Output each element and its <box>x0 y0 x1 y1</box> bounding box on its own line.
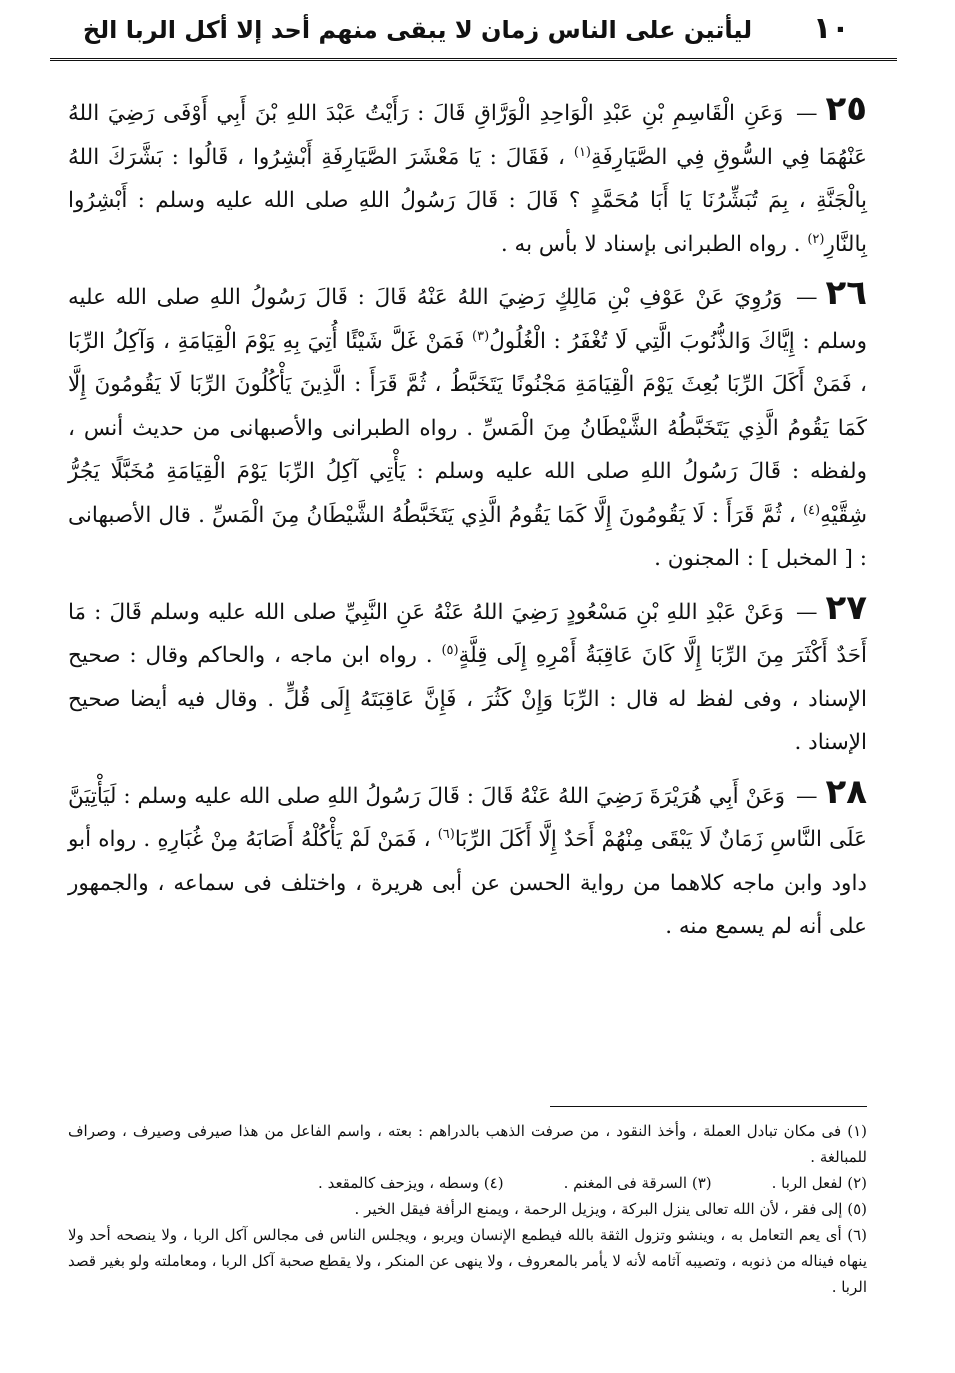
footnotes <box>68 1118 867 1300</box>
hadith-27 <box>68 587 867 765</box>
hadith-26 <box>68 272 867 581</box>
footnote-divider <box>550 1106 867 1107</box>
footnote-marker: (٥) <box>441 642 459 658</box>
footnote-3: (٣) السرقة فى المغنم . <box>563 1174 712 1192</box>
hadith-text: ، فَمَنْ لَمْ يَأْكُلْهُ أَصَابَهُ مِنْ غُبَارِهِ . رواه أبو داود وابن ماجه كلاهما من رواية الحسن عن أبى هريرة ، واختلف فى سماعه ، والجمهور على أنه لم يسمع منه . <box>68 827 867 939</box>
hadith-text: ، ثُمَّ قَرَأَ : لَا يَقُومُونَ إِلَّا كَمَا يَقُومُ الَّذِي يَتَخَبَّطُهُ الشَّيْطَانُ مِنَ الْمَسِّ . قال الأصبهانى : [ المخبل ] : المجنون . <box>68 502 867 571</box>
hadith-number: ٢٥ <box>825 89 867 129</box>
hadith-text: . رواه ابن ماجه ، والحاكم وقال : صحيح الإسناد ، وفى لفظ له قال : الرِّبَا وَإِنْ كَثُرَ ، فَإِنَّ عَاقِبَتَهُ إِلَى قُلٍّ . وقال فيه أيضا صحيح الإسناد . <box>68 643 867 755</box>
hadith-28 <box>68 771 867 949</box>
footnote-marker: (١) <box>573 144 591 160</box>
footnote-1: (١) فى مكان تبادل العملة ، وأخذ النقود ، من صرفت الذهب بالدراهم : بعته ، واسم الفاعل من هذا صيرفى وصيرف ، وصراف للمبالغة . <box>68 1122 867 1166</box>
dash: — <box>795 285 818 310</box>
running-title: ليأتين على الناس زمان لا يبقى منهم أحد إلا أكل الربا الخ <box>82 16 753 44</box>
hadith-25 <box>68 88 867 266</box>
page-number: ١٠ <box>813 10 850 46</box>
footnote-row <box>68 1170 867 1196</box>
hadith-text: . رواه الطبرانى بإسناد لا بأس به . <box>500 231 801 257</box>
hadith-text: وَعَنْ عَبْدِ اللهِ بْنِ مَسْعُودٍ رَضِيَ اللهُ عَنْهُ عَنِ النَّبِيِّ صلى الله عليه وسلم قَالَ : مَا أَحَدٌ أَكْثَرَ مِنَ الرِّبَا إِلَّا كَانَ عَاقِبَةُ أَمْرِهِ إِلَى قِلَّةٍ <box>68 599 867 668</box>
hadith-text: فَمَنْ غَلَّ شَيْئًا أُتِيَ بِهِ يَوْمَ الْقِيَامَةِ ، وَآكِلُ الرِّبَا ، فَمَنْ أَكَلَ الرِّبَا بُعِثَ يَوْمَ الْقِيَامَةِ مَجْنُونًا يَتَخَبَّطُ ، ثُمَّ قَرَأَ : الَّذِينَ يَأْكُلُونَ الرِّبَا لَا يَقُومُونَ إِلَّا كَمَا يَقُومُ الَّذِي يَتَخَبَّطُهُ الشَّيْطَانُ مِنَ الْمَسِّ . رواه الطبرانى والأصبهانى من حديث أنس ، ولفظه : قَالَ رَسُولُ اللهِ صلى الله عليه وسلم : يَأْتِي آكِلُ الرِّبَا يَوْمَ الْقِيَامَةِ مُخَبَّلًا يَجُرُّ شِقَّيْهِ <box>68 328 867 528</box>
footnote-6: (٦) أى يعم التعامل به ، وينشو وتزول الثقة بالله فيطمع الإنسان ويربو ، ويجلس الناس فى مجالس آكل الربا ، ولا ينصحه أحد ولا ينهاه فيناله من ذنوبه ، وتصيبه آثامه لأنه لا يأمر بالمعروف ، ولا ينهى عن المنكر ، ولا يقطع صحبة آكل الربا ، ومعاملته ولو بغير قصد الربا . <box>68 1226 867 1296</box>
footnote-marker: (٤) <box>802 502 821 518</box>
hadith-text: وَعَنِ الْقَاسِمِ بْنِ عَبْدِ الْوَاحِدِ الْوَرَّاقِ قَالَ : رَأَيْتُ عَبْدَ اللهِ بْنَ أَبِي أَوْفَى رَضِيَ اللهُ عَنْهُمَا فِي السُّوقِ فِي الصَّيَارِفَةِ <box>68 101 868 170</box>
hadith-text: ، فَقَالَ : يَا مَعْشَرَ الصَّيَارِفَةِ أَبْشِرُوا ، قَالُوا : بَشَّرَكَ اللهُ بِالْجَنَّةِ ، بِمَ تُبَشِّرُنَا يَا أَبَا مُحَمَّدٍ ؟ قَالَ : قَالَ رَسُولُ اللهِ صلى الله عليه وسلم : أَبْشِرُوا بِالنَّارِ <box>68 144 867 257</box>
main-text <box>68 88 867 955</box>
footnote-4: (٤) وسطه ، ويزحف كالمقعد . <box>318 1174 504 1192</box>
footnote-5: (٥) إلى فقر ، لأن الله تعالى ينزل البركة ، ويزيل الرحمة ، ويمنع الرأفة فيقل الخير . <box>354 1200 867 1218</box>
dash: — <box>795 783 818 809</box>
hadith-number: ٢٦ <box>825 273 867 313</box>
hadith-text: وَرُوِيَ عَنْ عَوْفِ بْنِ مَالِكٍ رَضِيَ اللهُ عَنْهُ قَالَ : قَالَ رَسُولُ اللهِ صلى الله عليه وسلم : إِيَّاكَ وَالذُّنُوبَ الَّتِي لَا تُغْفَرُ : الْغُلُولُ <box>68 285 867 354</box>
dash: — <box>795 599 818 625</box>
footnote-2: (٢) لفعل الربا . <box>771 1174 867 1192</box>
hadith-number: ٢٨ <box>825 771 867 812</box>
dash: — <box>795 101 818 126</box>
footnote-marker: (٢) <box>807 231 825 247</box>
footnote-marker: (٦) <box>437 826 455 842</box>
footnote-marker: (٣) <box>472 328 490 344</box>
hadith-text: وَعَنْ أَبِي هُرَيْرَةَ رَضِيَ اللهُ عَنْهُ قَالَ : قَالَ رَسُولُ اللهِ صلى الله عليه وسلم : لَيَأْتِيَنَّ عَلَى النَّاسِ زَمَانٌ لَا يَبْقَى مِنْهُمْ أَحَدٌ إِلَّا أَكَلَ الرِّبَا <box>68 783 867 852</box>
header-divider <box>50 58 897 61</box>
hadith-number: ٢٧ <box>825 587 867 628</box>
